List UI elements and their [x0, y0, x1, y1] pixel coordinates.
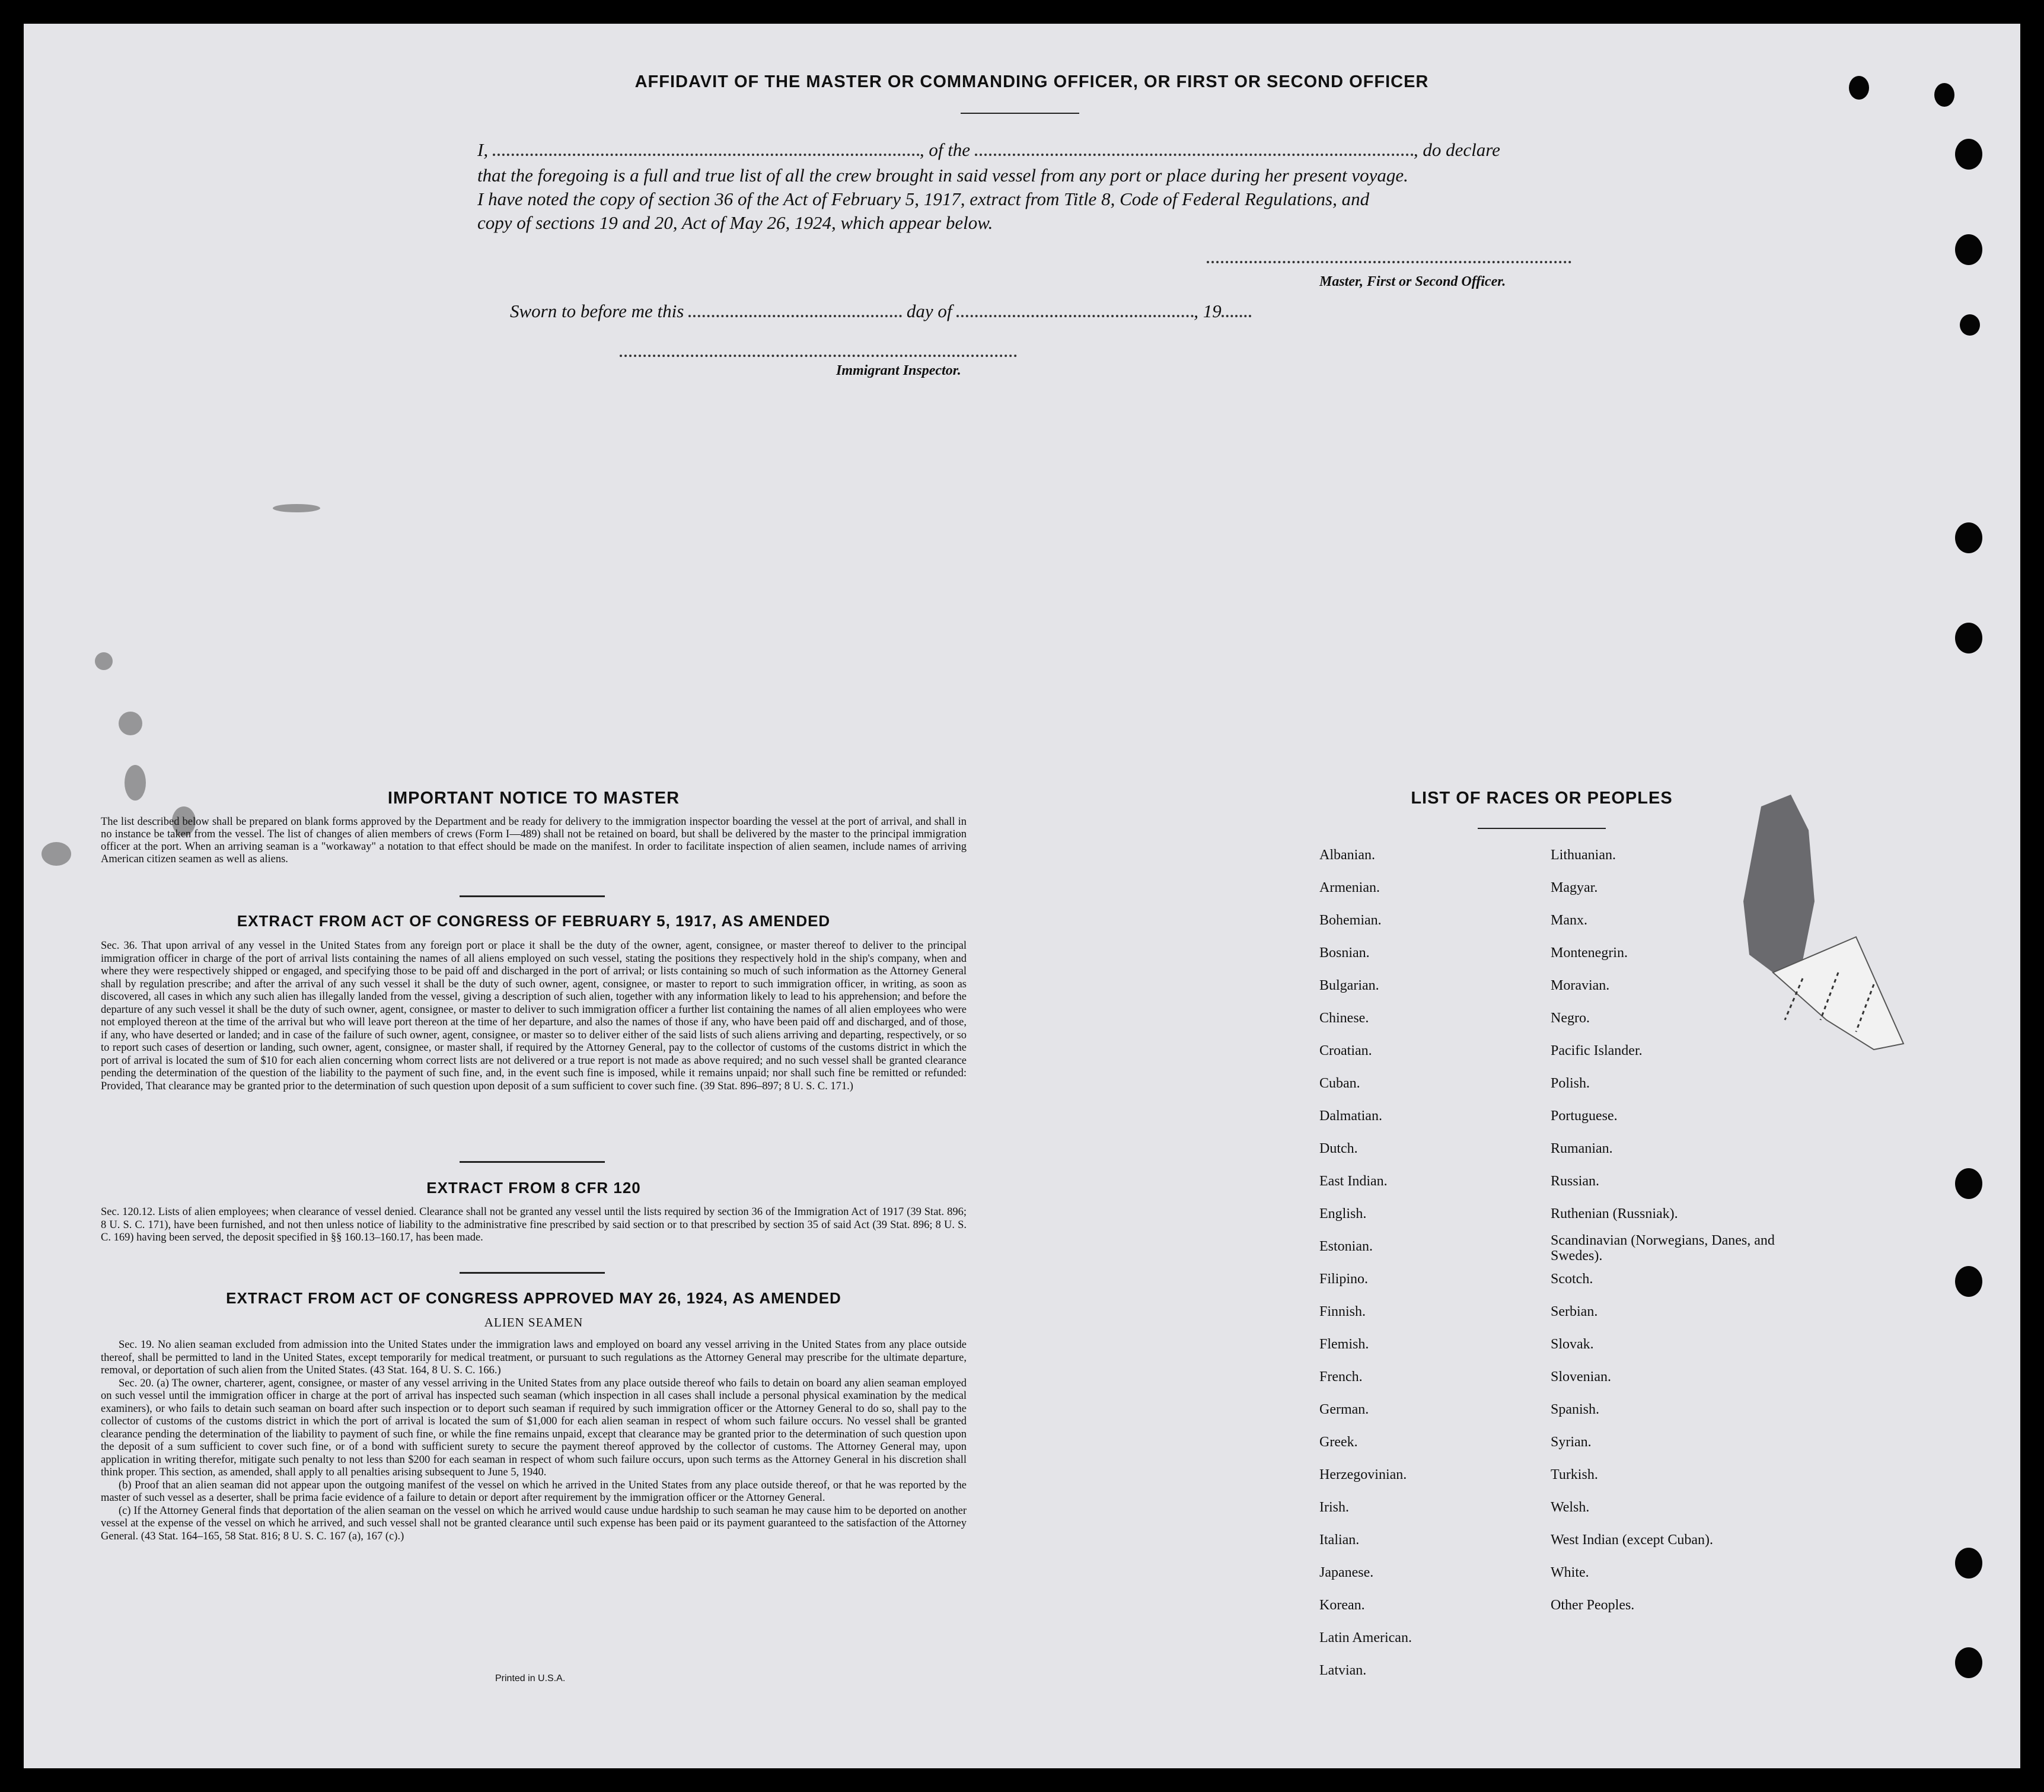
race-item: Slovenian. [1551, 1369, 1611, 1385]
ink-smudge [42, 842, 71, 866]
declare-label: , do declare [1413, 139, 1500, 160]
race-item: Italian. [1319, 1532, 1360, 1548]
punch-hole [1849, 76, 1869, 100]
race-item: Montenegrin. [1551, 945, 1628, 961]
punch-hole [1955, 139, 1982, 170]
race-item: Polish. [1551, 1076, 1590, 1091]
extract-1917-body: Sec. 36. That upon arrival of any vessel in the United States from any foreign port or place it shall be the duty of the owner, agent, consignee, or master thereof to deliver to the principal immigration officer in charge of the port of arrival lists containing the names of all aliens employed on such vessel, stating the positions they respectively hold in the ship's company, when and where they were respectively shipped or engaged, and specifying those to be paid off and discharged in the port of arrival; or lists containing so much of such information as the Attorney General shall by regulation prescribe; and after the arrival of any such vessel it shall be the duty of such owner, agent, consignee, or master to report to such immigration officer, in writing, as soon as discovered, all cases in which any such alien has illegally landed from the vessel, giving a description of such alien, together with any information likely to lead to his apprehension; and before the departure of any such vessel it shall be the duty of such owner, agent, consignee, or master to deliver to such immigration officer a further list containing the names of all alien employees who were not employed thereon at the time of the arrival but who will leave port thereon at the time of her departure, and also the names of those if any, who have been paid off and discharged, and of those, if any, who have deserted or landed; and in case of the failure of such owner, agent, consignee, or master so to deliver either of the said lists of such aliens arriving and departing, respectively, or so to report such cases of desertion or landing, such owner, agent, consignee, or master shall, if required by the Attorney General, pay to the collector of customs of the customs district in which the port of arrival is located the sum of $10 for each alien concerning whom correct lists are not delivered or a true report is not made as above required; and no such vessel shall be granted clearance pending the determination of the question of the liability to the payment of such fine, and, in the event such fine is imposed, while it remains unpaid; nor shall such fine be remitted or refunded: Provided, That clearance may be granted prior to the determination of such question upon deposit of a sum sufficient to cover such fine. (39 Stat. 896–897; 8 U. S. C. 171.) [101, 940, 967, 1092]
master-signature-field[interactable] [1207, 261, 1571, 263]
race-item: Pacific Islander. [1551, 1043, 1643, 1058]
declaration-line-1 [477, 139, 1574, 161]
race-item: Bosnian. [1319, 945, 1370, 961]
sec-20c-paragraph: (c) If the Attorney General finds that deportation of the alien seaman on the vessel on which he arrived would cause undue hardship to such seaman he may cause him to be deported on another vessel at the expense of the vessel on which he arrived, and such vessel shall not be granted clearance until such expense has been paid or its payment guaranteed to the satisfaction of the Attorney General. (43 Stat. 164–165, 58 Stat. 816; 8 U. S. C. 167 (a), 167 (c).) [101, 1504, 967, 1542]
race-item: Albanian. [1319, 847, 1375, 863]
races-right-column [1551, 839, 1883, 1622]
punch-hole [1955, 1168, 1982, 1199]
race-item: Croatian. [1319, 1043, 1372, 1058]
punch-hole [1955, 522, 1982, 553]
inspector-signature-field[interactable] [620, 355, 1017, 357]
race-item: Flemish. [1319, 1337, 1369, 1352]
master-signature-label: Master, First or Second Officer. [1319, 274, 1506, 289]
race-item: Manx. [1551, 913, 1587, 928]
race-item: Latvian. [1319, 1663, 1367, 1678]
race-item: Herzegovinian. [1319, 1467, 1407, 1482]
punch-hole [1955, 1548, 1982, 1579]
of-the-label: , of the [919, 139, 971, 160]
race-item: Magyar. [1551, 880, 1598, 895]
race-item: Negro. [1551, 1010, 1590, 1026]
day-of-label: day of [906, 301, 952, 321]
extract-1917-title: EXTRACT FROM ACT OF CONGRESS OF FEBRUARY 5, 1917, AS AMENDED [237, 912, 831, 930]
race-item: Chinese. [1319, 1010, 1369, 1026]
race-item: Turkish. [1551, 1467, 1598, 1482]
extract-cfr-title: EXTRACT FROM 8 CFR 120 [426, 1179, 641, 1197]
race-item: Scotch. [1551, 1271, 1593, 1287]
punch-hole [1960, 314, 1980, 336]
race-item: French. [1319, 1369, 1363, 1385]
punch-hole [1955, 1266, 1982, 1297]
race-item: Welsh. [1551, 1500, 1590, 1515]
sworn-year-field[interactable] [1222, 315, 1251, 317]
races-left-column [1319, 839, 1545, 1687]
ink-smudge [95, 652, 113, 670]
ink-smudge [273, 504, 320, 512]
race-item: Finnish. [1319, 1304, 1366, 1319]
declaration-line-2: that the foregoing is a full and true list of all the crew brought in said vessel from any port or place during her present voyage. [477, 165, 1408, 186]
race-item: Slovak. [1551, 1337, 1594, 1352]
declarant-label: I, [477, 139, 489, 160]
punch-hole [1955, 1647, 1982, 1678]
sworn-day-field[interactable] [688, 315, 902, 317]
race-item: Latin American. [1319, 1630, 1412, 1646]
race-item: Filipino. [1319, 1271, 1369, 1287]
race-item: Syrian. [1551, 1434, 1592, 1450]
title-rule [961, 113, 1079, 114]
sworn-label: Sworn to before me this [510, 301, 684, 321]
race-item: Cuban. [1319, 1076, 1360, 1091]
race-item: Ruthenian (Russniak). [1551, 1206, 1678, 1222]
declarant-name-field[interactable] [493, 154, 920, 156]
punch-hole [1934, 83, 1954, 107]
race-item: White. [1551, 1565, 1589, 1580]
section-rule [460, 895, 605, 897]
ink-smudge [125, 765, 146, 801]
ink-smudge [119, 712, 142, 735]
race-item: East Indian. [1319, 1174, 1388, 1189]
affidavit-title: AFFIDAVIT OF THE MASTER OR COMMANDING OFFICER, OR FIRST OR SECOND OFFICER [634, 72, 1429, 91]
race-item: Dalmatian. [1319, 1108, 1382, 1124]
race-item: English. [1319, 1206, 1367, 1222]
race-item: Moravian. [1551, 978, 1610, 993]
punch-hole [1955, 234, 1982, 265]
race-item: Spanish. [1551, 1402, 1600, 1417]
section-rule [460, 1272, 605, 1274]
race-item: Estonian. [1319, 1239, 1373, 1254]
inspector-signature-label: Immigrant Inspector. [836, 363, 961, 378]
race-item: Other Peoples. [1551, 1598, 1635, 1613]
race-item: Japanese. [1319, 1565, 1374, 1580]
extract-1924-body [101, 1339, 967, 1543]
alien-seamen-subtitle: ALIEN SEAMEN [484, 1315, 583, 1329]
races-title-rule [1478, 828, 1606, 829]
races-title: LIST OF RACES OR PEOPLES [1411, 789, 1673, 808]
notice-title: IMPORTANT NOTICE TO MASTER [387, 789, 680, 808]
declaration-line-4: copy of sections 19 and 20, Act of May 26, 1924, which appear below. [477, 212, 993, 233]
race-item: West Indian (except Cuban). [1551, 1532, 1713, 1548]
extract-1924-title: EXTRACT FROM ACT OF CONGRESS APPROVED MAY 26, 1924, AS AMENDED [226, 1289, 841, 1307]
race-item: Scandinavian (Norwegians, Danes, and Swedes). [1551, 1233, 1775, 1264]
sworn-line [510, 301, 1340, 322]
declaration-line-3: I have noted the copy of section 36 of the Act of February 5, 1917, extract from Title 8, Code of Federal Regulations, and [477, 189, 1370, 209]
race-item: Dutch. [1319, 1141, 1358, 1156]
vessel-name-field[interactable] [975, 154, 1414, 156]
sworn-month-field[interactable] [956, 315, 1194, 317]
race-item: Irish. [1319, 1500, 1349, 1515]
race-item: German. [1319, 1402, 1369, 1417]
race-item: Bulgarian. [1319, 978, 1379, 993]
printed-in-usa: Printed in U.S.A. [495, 1673, 566, 1683]
race-item: Portuguese. [1551, 1108, 1618, 1124]
race-item: Serbian. [1551, 1304, 1598, 1319]
race-item: Armenian. [1319, 880, 1380, 895]
race-item: Lithuanian. [1551, 847, 1616, 863]
race-item: Rumanian. [1551, 1141, 1613, 1156]
sec-20a-paragraph: Sec. 20. (a) The owner, charterer, agent, consignee, or master of any vessel arriving in the United States from any place outside thereof who fails to detain on board any alien seaman employed on such vessel until the immigration officer in charge at the port of arrival has inspected such seaman (which inspection in all cases shall include a personal physical examination by the medical examiners), or who fails to detain such seaman on board after such inspection or to deport such seaman if required by such immigration officer or the Attorney General to do so, shall pay to the collector of customs of the customs district in which the port of arrival is located the sum of $1,000 for each alien seaman in respect of whom such failure occurs. No vessel shall be granted clearance pending the determination of the liability to payment of such fine, or while the fine remains unpaid, except that clearance may be granted prior to the determination of such question upon the deposit of a sum sufficient to cover such fine, or of a bond with sufficient surety to secure the payment thereof approved by the collector of customs. The Attorney General may, upon application in writing therefor, mitigate such penalty to not less than $200 for each seaman in respect of whom such failure occurs, upon such terms as the Attorney General in his discretion shall think proper. This section, as amended, shall apply to all penalties arising subsequent to June 5, 1940. [101, 1377, 967, 1478]
race-item: Korean. [1319, 1598, 1365, 1613]
section-rule [460, 1161, 605, 1163]
race-item: Bohemian. [1319, 913, 1382, 928]
punch-hole [1955, 623, 1982, 653]
race-item: Greek. [1319, 1434, 1358, 1450]
sec-19-paragraph: Sec. 19. No alien seaman excluded from admission into the United States under the immigration laws and employed on board any vessel arriving in the United States from any place outside thereof, shall be permitted to land in the United States, except temporarily for medical treatment, or pursuant to such regulations as the Attorney General may prescribe for the ultimate departure, removal, or deportation of such alien from the United States. (43 Stat. 164, 8 U. S. C. 166.) [101, 1339, 967, 1376]
extract-cfr-body: Sec. 120.12. Lists of alien employees; when clearance of vessel denied. Clearance shall not be granted any vessel until the lists required by section 36 of the Immigration Act of 1917 (39 Stat. 896; 8 U. S. C. 171), have been furnished, and not then unless notice of liability to the administrative fine prescribed by said section or to that prescribed by section 35 of said Act (39 Stat. 896; 8 U. S. C. 169) having been served, the deposit specified in §§ 160.13–160.17, has been made. [101, 1206, 967, 1243]
sec-20b-paragraph: (b) Proof that an alien seaman did not appear upon the outgoing manifest of the vessel on which he arrived in the United States from any place outside thereof, or that he was reported by the master of such vessel as a deserter, shall be prima facie evidence of a failure to detain or deport after requirement by the immigration officer or the Attorney General. [101, 1479, 967, 1504]
year-label: , 19 [1194, 301, 1222, 321]
race-item: Russian. [1551, 1174, 1600, 1189]
notice-body: The list described below shall be prepared on blank forms approved by the Department and be ready for delivery to the immigration inspector boarding the vessel at the port of arrival, and shall in no instance be taken from the vessel. The list of changes of alien members of crews (Form I—489) shall not be retained on board, but shall be delivered by the master to the principal immigration officer at the port. When an arriving seaman is a "workaway" a notation to that effect should be made on the manifest. In order to facilitate inspection of alien seamen, include names of arriving American citizen seamen as well as aliens. [101, 816, 967, 865]
